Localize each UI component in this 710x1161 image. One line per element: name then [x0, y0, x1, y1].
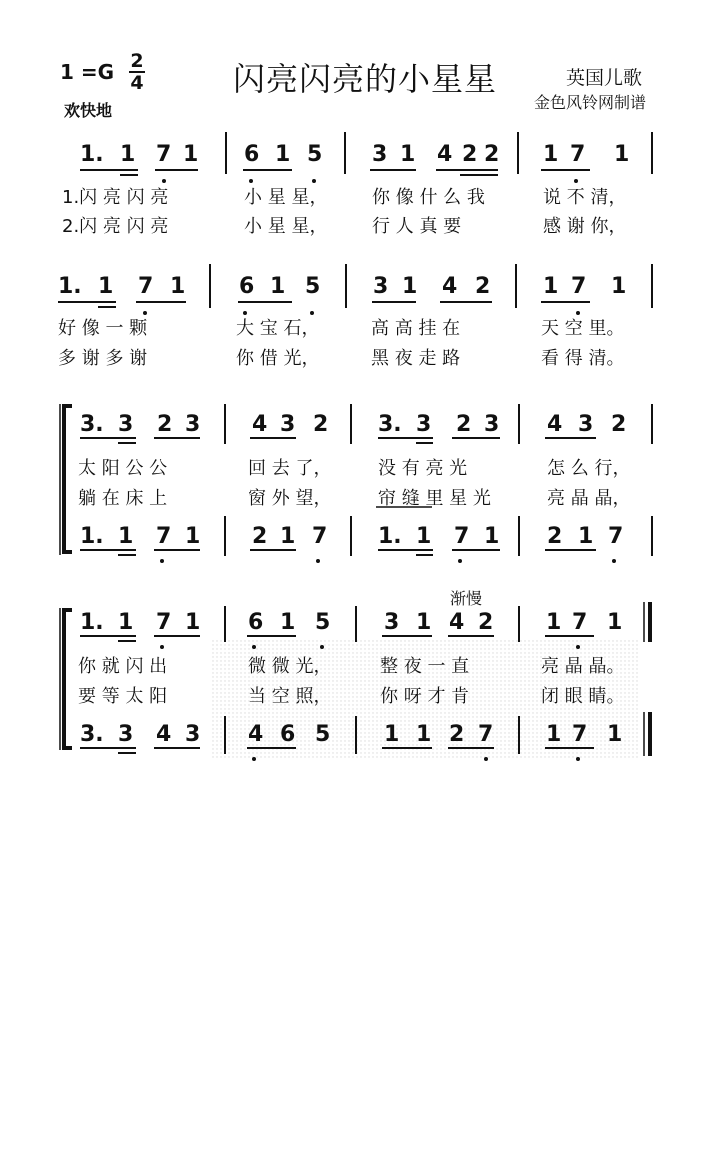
lyric: 高 高 挂 在 [371, 318, 461, 339]
note: 5 [307, 142, 323, 167]
lyric: 黑 夜 走 路 [371, 348, 461, 369]
lyric: 你 就 闪 出 [78, 656, 168, 677]
note: 3 [372, 142, 388, 167]
note: 6 [280, 722, 296, 747]
note: 7 [608, 524, 624, 549]
note: 1 [416, 722, 432, 747]
lyric: 回 去 了， [248, 458, 332, 479]
note: 4 [437, 142, 453, 167]
note: 1 [416, 610, 432, 635]
note: 3. [80, 412, 104, 437]
note: 2 [456, 412, 472, 437]
note: 1 [607, 610, 623, 635]
song-title: 闪亮闪亮的小星星 [233, 60, 498, 98]
note: 4 [252, 412, 268, 437]
lyric: 你 呀 才 肯 [380, 686, 470, 707]
note: 1. [80, 524, 104, 549]
note: 1 [118, 610, 134, 635]
note: 7 [156, 524, 172, 549]
lyric: 闭 眼 睛。 [541, 686, 625, 707]
lyric: 窗 外 望， [248, 488, 332, 509]
note: 2 [475, 274, 491, 299]
note: 4 [449, 610, 465, 635]
note: 1 [384, 722, 400, 747]
note: 3 [578, 412, 594, 437]
lyric: 微 微 光， [248, 656, 332, 677]
key-signature: 1 =G [60, 60, 115, 84]
lyric: 要 等 太 阳 [78, 686, 168, 707]
note: 1. [80, 142, 104, 167]
note: 5 [315, 610, 331, 635]
lyric: 没 有 亮 光 [378, 458, 468, 479]
note: 2 [157, 412, 173, 437]
note: 5 [315, 722, 331, 747]
note: 1 [402, 274, 418, 299]
note: 1 [280, 610, 296, 635]
note: 2 [313, 412, 329, 437]
note: 1 [120, 142, 136, 167]
lyric: 整 夜 一 直 [380, 656, 470, 677]
note: 1 [546, 722, 562, 747]
note: 7 [572, 722, 588, 747]
note: 1 [270, 274, 286, 299]
note: 3 [118, 722, 134, 747]
note: 3 [185, 412, 201, 437]
lyric: 好 像 一 颗 [58, 318, 148, 339]
note: 4 [547, 412, 563, 437]
note: 1. [80, 610, 104, 635]
note: 7 [156, 610, 172, 635]
note: 1 [416, 524, 432, 549]
note: 1 [614, 142, 630, 167]
lyric: 亮 晶 晶， [547, 488, 631, 509]
note: 7 [156, 142, 172, 167]
lyric: 怎 么 行， [547, 458, 631, 479]
note: 7 [571, 274, 587, 299]
tempo-marking: 欢快地 [64, 101, 113, 120]
note: 1 [280, 524, 296, 549]
lyric: 说 不 清， [543, 187, 627, 208]
note: 7 [454, 524, 470, 549]
note: 1 [543, 274, 559, 299]
lyric: 天 空 里。 [541, 318, 625, 339]
note: 3 [185, 722, 201, 747]
note: 6 [244, 142, 260, 167]
note: 3. [378, 412, 402, 437]
note: 2 [462, 142, 478, 167]
note: 1. [378, 524, 402, 549]
note: 5 [305, 274, 321, 299]
note: 4 [156, 722, 172, 747]
lyric: 行 人 真 要 [372, 216, 462, 237]
note: 3 [280, 412, 296, 437]
lyric: 小 星 星， [244, 187, 328, 208]
time-signature-top: 2 [130, 50, 144, 72]
note: 2 [484, 142, 500, 167]
lyric: 2.闪 亮 闪 亮 [62, 216, 169, 237]
lyric: 亮 晶 晶。 [541, 656, 625, 677]
note: 3 [373, 274, 389, 299]
note: 4 [248, 722, 264, 747]
arranger-credit: 金色风铃网制谱 [534, 93, 647, 112]
lyric: 你 像 什 么 我 [372, 187, 485, 208]
note: 7 [478, 722, 494, 747]
note: 4 [442, 274, 458, 299]
note: 1 [275, 142, 291, 167]
time-signature-bottom: 4 [130, 72, 144, 94]
note: 7 [572, 610, 588, 635]
lyric: 1.闪 亮 闪 亮 [62, 187, 169, 208]
note: 3 [118, 412, 134, 437]
note: 2 [252, 524, 268, 549]
note: 1 [118, 524, 134, 549]
lyric: 感 谢 你， [543, 216, 627, 237]
lyric: 小 星 星， [244, 216, 328, 237]
lyric: 多 谢 多 谢 [58, 348, 148, 369]
note: 3. [80, 722, 104, 747]
note: 6 [248, 610, 264, 635]
note: 1 [98, 274, 114, 299]
note: 7 [138, 274, 154, 299]
note: 2 [611, 412, 627, 437]
lyric: 看 得 清。 [541, 348, 625, 369]
note: 1 [185, 610, 201, 635]
note: 1 [170, 274, 186, 299]
note: 2 [478, 610, 494, 635]
note: 1 [611, 274, 627, 299]
note: 3 [384, 610, 400, 635]
note: 1. [58, 274, 82, 299]
lyric: 太 阳 公 公 [78, 458, 168, 479]
note: 1 [543, 142, 559, 167]
song-origin: 英国儿歌 [566, 67, 643, 89]
note: 2 [449, 722, 465, 747]
note: 1 [400, 142, 416, 167]
ritardando-marking: 渐慢 [450, 589, 483, 608]
lyric: 躺 在 床 上 [78, 488, 168, 509]
note: 1 [578, 524, 594, 549]
lyric: 当 空 照， [248, 686, 332, 707]
note: 3 [484, 412, 500, 437]
note: 3 [416, 412, 432, 437]
note: 1 [183, 142, 199, 167]
note: 1 [484, 524, 500, 549]
note: 1 [546, 610, 562, 635]
note: 6 [239, 274, 255, 299]
note: 2 [547, 524, 563, 549]
note: 1 [185, 524, 201, 549]
note: 1 [607, 722, 623, 747]
lyric: 大 宝 石， [236, 318, 320, 339]
note: 7 [570, 142, 586, 167]
lyric: 帘 缝 里 星 光 [378, 488, 491, 509]
note: 7 [312, 524, 328, 549]
lyric: 你 借 光， [236, 348, 320, 369]
